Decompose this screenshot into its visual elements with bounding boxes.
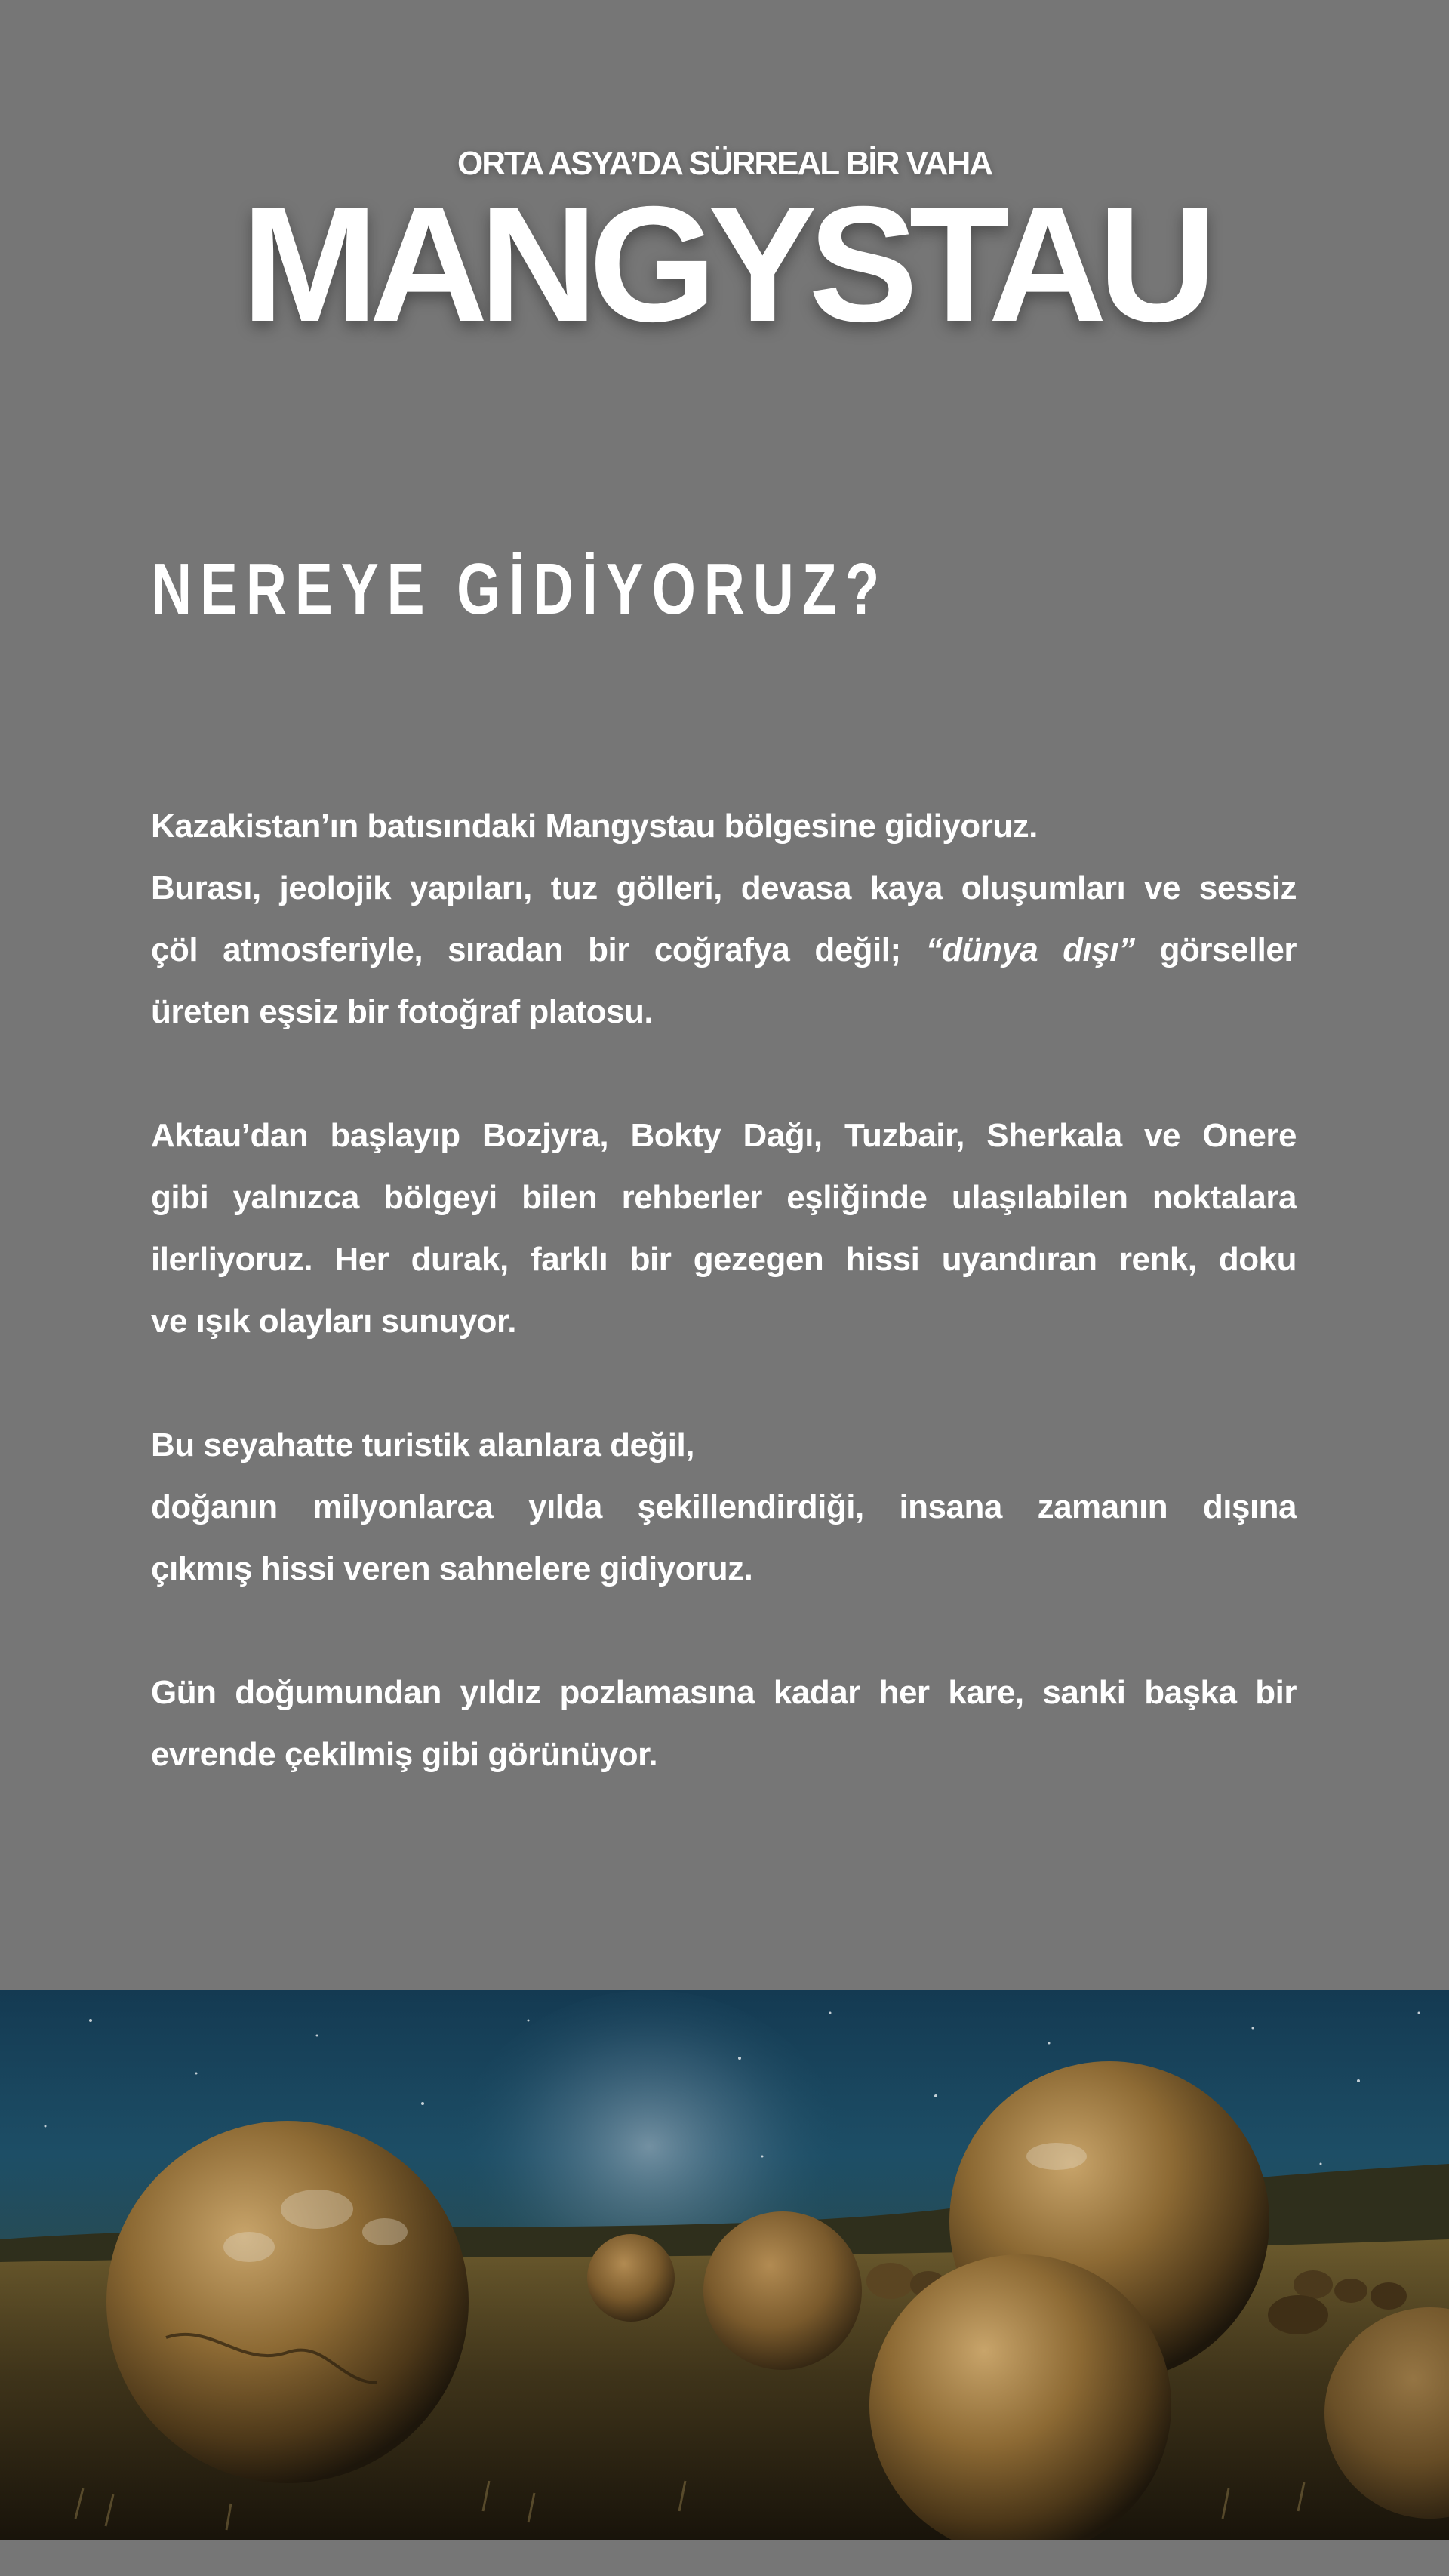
text-line: Aktau’dan başlayıp Bozjyra, Bokty Dağı, Tuzbair, Sherkala ve Onere <box>151 1117 1297 1154</box>
body-copy <box>151 796 1297 1848</box>
paragraph-intro <box>151 796 1297 1043</box>
night-sky-stones-illustration <box>0 1990 1449 2540</box>
text-line: evrende çekilmiş gibi görünüyor. <box>151 1736 658 1773</box>
text-line: üreten eşsiz bir fotoğraf platosu. <box>151 993 654 1030</box>
text-line: Burası, jeolojik yapıları, tuz gölleri, devasa kaya oluşumları ve sessiz <box>151 869 1297 906</box>
text-segment: çöl atmosferiyle, sıradan bir coğrafya değil; <box>151 931 926 968</box>
paragraph-route <box>151 1105 1297 1353</box>
text-line: gibi yalnızca bölgeyi bilen rehberler eşliğinde ulaşılabilen noktalara <box>151 1179 1297 1216</box>
paragraph-photography <box>151 1662 1297 1786</box>
page-kicker: ORTA ASYA’DA SÜRREAL BİR VAHA <box>457 145 992 182</box>
text-line: çıkmış hissi veren sahnelere gidiyoruz. <box>151 1550 753 1587</box>
text-line: doğanın milyonlarca yılda şekillendirdiği, insana zamanın dışına <box>151 1488 1297 1525</box>
page-title: MANGYSTAU <box>241 173 1208 356</box>
text-line: ve ışık olayları sunuyor. <box>151 1303 516 1340</box>
text-line: Kazakistan’ın batısındaki Mangystau bölgesine gidiyoruz. <box>151 808 1038 845</box>
text-line: Bu seyahatte turistik alanlara değil, <box>151 1426 694 1463</box>
text-line: ilerliyoruz. Her durak, farklı bir gezegen hissi uyandıran renk, doku <box>151 1241 1297 1278</box>
paragraph-purpose <box>151 1414 1297 1600</box>
landscape-photo <box>0 1990 1449 2540</box>
text-line: Gün doğumundan yıldız pozlamasına kadar her kare, sanki başka bir <box>151 1674 1297 1711</box>
stone-large-left <box>106 2121 469 2483</box>
text-segment: görseller <box>1134 931 1297 968</box>
section-heading: NEREYE GİDİYORUZ? <box>151 549 888 629</box>
footer-strip <box>0 2540 1449 2576</box>
stone-medium-center <box>703 2211 862 2370</box>
text-line <box>151 919 1297 981</box>
stone-small-left <box>587 2234 675 2322</box>
emphasis-text: “dünya dışı” <box>925 931 1135 968</box>
